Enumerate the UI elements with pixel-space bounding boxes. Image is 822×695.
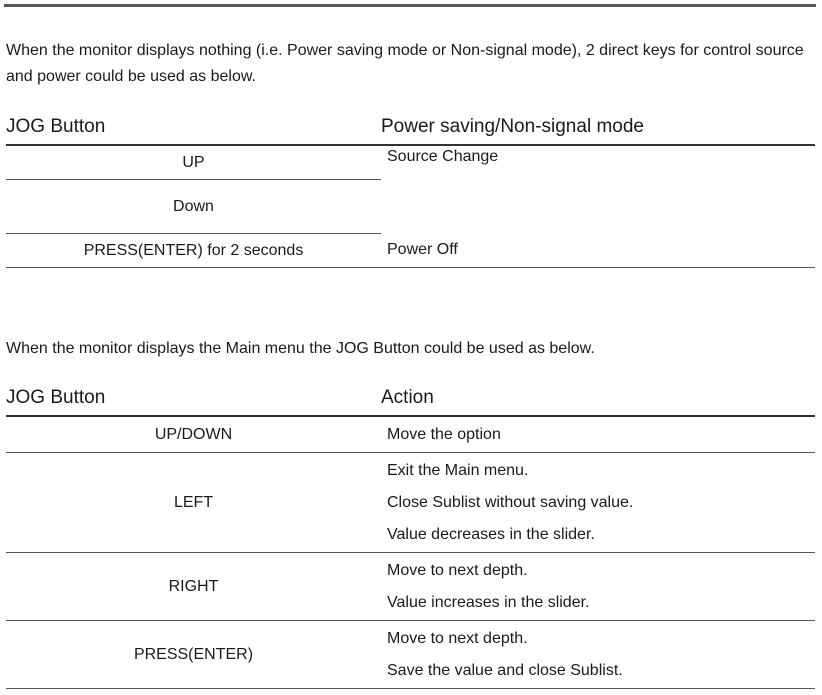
action-line: Move the option — [387, 425, 501, 443]
action-cell: Power Off — [381, 234, 815, 268]
action-line: Save the value and close Sublist. — [387, 661, 623, 679]
header-jog-button: JOG Button — [6, 116, 106, 137]
jog-button-cell: RIGHT — [168, 577, 219, 595]
action-line: Move to next depth. — [387, 629, 528, 647]
jog-button-cell: PRESS(ENTER) — [133, 645, 254, 663]
table-row — [6, 145, 815, 180]
main-menu-jog-table — [6, 379, 815, 689]
action-cell-source-change: Source Change — [387, 148, 499, 165]
jog-button-cell: Down — [6, 180, 381, 234]
power-saving-jog-table — [6, 108, 815, 268]
action-line: Move to next depth. — [387, 561, 528, 579]
table-row — [6, 553, 815, 621]
action-line: Value decreases in the slider. — [387, 525, 595, 543]
intro-paragraph-main-menu: When the monitor displays the Main menu the JOG Button could be used as below. — [6, 340, 595, 357]
table-header-row — [6, 379, 815, 416]
table-row — [6, 621, 815, 689]
intro-paragraph-power-saving: When the monitor displays nothing (i.e. Power saving mode or Non-signal mode), 2 direct keys for control source and power could be used as below. — [6, 42, 804, 85]
jog-button-cell: UP — [6, 145, 381, 180]
header-action: Action — [381, 387, 434, 408]
action-line: Exit the Main menu. — [387, 461, 529, 479]
action-cell — [381, 416, 815, 453]
action-cell — [381, 453, 815, 553]
table-row — [6, 234, 815, 268]
action-line: Value increases in the slider. — [387, 593, 590, 611]
action-line: Close Sublist without saving value. — [387, 493, 634, 511]
jog-button-cell: PRESS(ENTER) for 2 seconds — [6, 234, 381, 268]
table-header-row — [6, 108, 815, 145]
jog-button-cell: UP/DOWN — [154, 425, 233, 443]
top-rule — [4, 4, 816, 7]
jog-button-cell: LEFT — [173, 493, 214, 511]
header-jog-button: JOG Button — [6, 387, 106, 408]
table-row — [6, 453, 815, 553]
action-cell — [381, 621, 815, 689]
header-power-saving-mode: Power saving/Non-signal mode — [381, 116, 644, 137]
table-row — [6, 416, 815, 453]
action-cell — [381, 553, 815, 621]
